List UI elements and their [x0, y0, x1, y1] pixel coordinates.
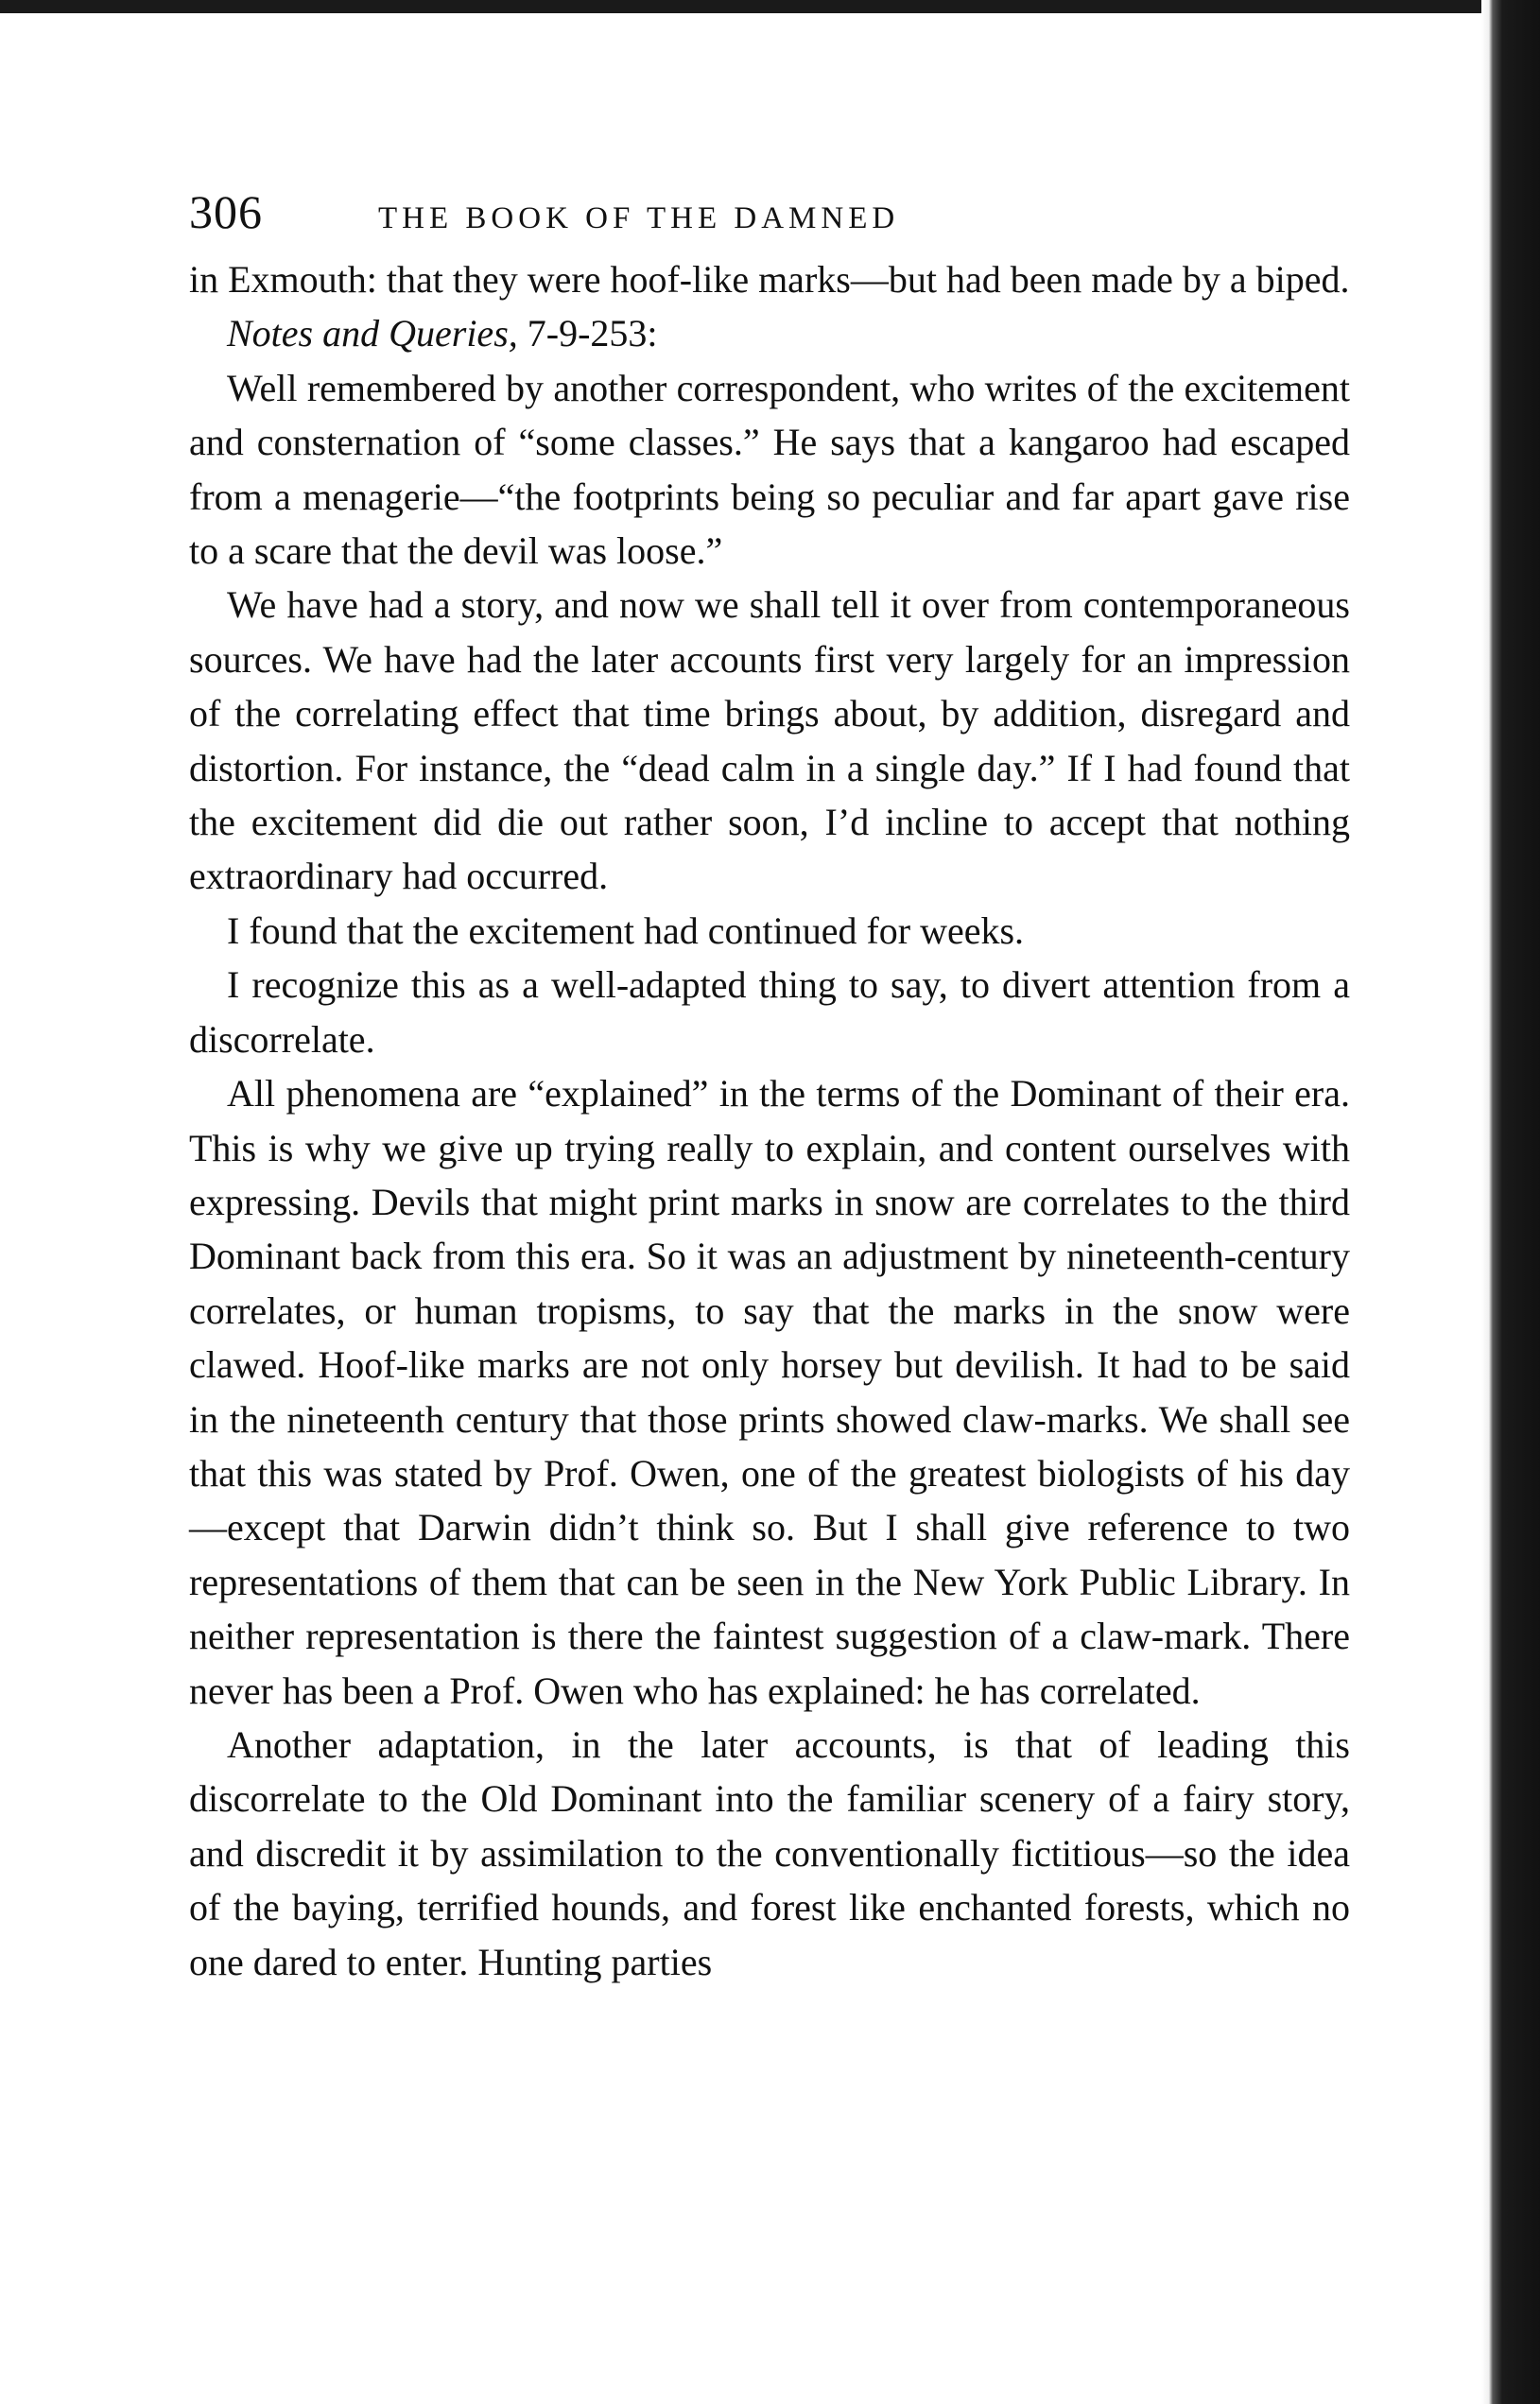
paragraph: I recognize this as a well-adapted thing to say, to divert attention from a discorrelate. [189, 963, 1350, 1061]
running-title: THE BOOK OF THE DAMNED [378, 201, 900, 235]
citation-title: Notes and Queries, [227, 312, 518, 355]
citation-reference: 7-9-253: [517, 312, 658, 355]
scan-right-edge [1481, 0, 1540, 2404]
citation-line [189, 306, 1350, 360]
paragraph: Another adaptation, in the later accounts, is that of leading this discorrelate to the Old Dominant into the familiar scenery of a fairy story, and discredit it by assimilation to the conventionally fictitious—so the idea of the baying, terrified hounds, and forest like enchanted forests, which no one dared to enter. Hunting parties [189, 1722, 1350, 1983]
running-header [189, 184, 1350, 252]
paragraph-continued: in Exmouth: that they were hoof-like marks—but had been made by a biped. [189, 258, 1350, 301]
paragraph: Well remembered by another correspondent, who writes of the excitement and consternation of “some classes.” He says that a kangaroo had escaped from a menagerie—“the footprints being so peculiar and far apart gave rise to a scare that the devil was loose.” [189, 366, 1350, 573]
scan-top-border [0, 0, 1540, 13]
paragraph: I found that the excitement had continued for weeks. [227, 908, 1025, 952]
body-text [189, 252, 1350, 1989]
paragraph: We have had a story, and now we shall tell it over from contemporaneous sources. We have had the later accounts first very largely for an impression of the correlating effect that time brings about, by addition, disregard and distortion. For instance, the “dead calm in a single day.” If I had found that the excitement did die out rather soon, I’d incline to accept that nothing extraordinary had occurred. [189, 583, 1350, 898]
page-number: 306 [189, 185, 263, 238]
book-page [189, 184, 1350, 1989]
paragraph: All phenomena are “explained” in the terms of the Dominant of their era. This is why we give up trying really to explain, and content ourselves with expressing. Devils that might print marks in snow are correlates to the third Dominant back from this era. So it was an adjustment by nineteenth-century correlates, or human tropisms, to say that the marks in the snow were clawed. Hoof-like marks are not only horsey but devilish. It had to be said in the nineteenth century that those prints showed claw-marks. We shall see that this was stated by Prof. Owen, one of the greatest biologists of his day—except that Darwin didn’t think so. But I shall give reference to two representations of them that can be seen in the New York Public Library. In neither representation is there the faintest suggestion of a claw-mark. There never has been a Prof. Owen who has explained: he has correlated. [189, 1072, 1350, 1712]
